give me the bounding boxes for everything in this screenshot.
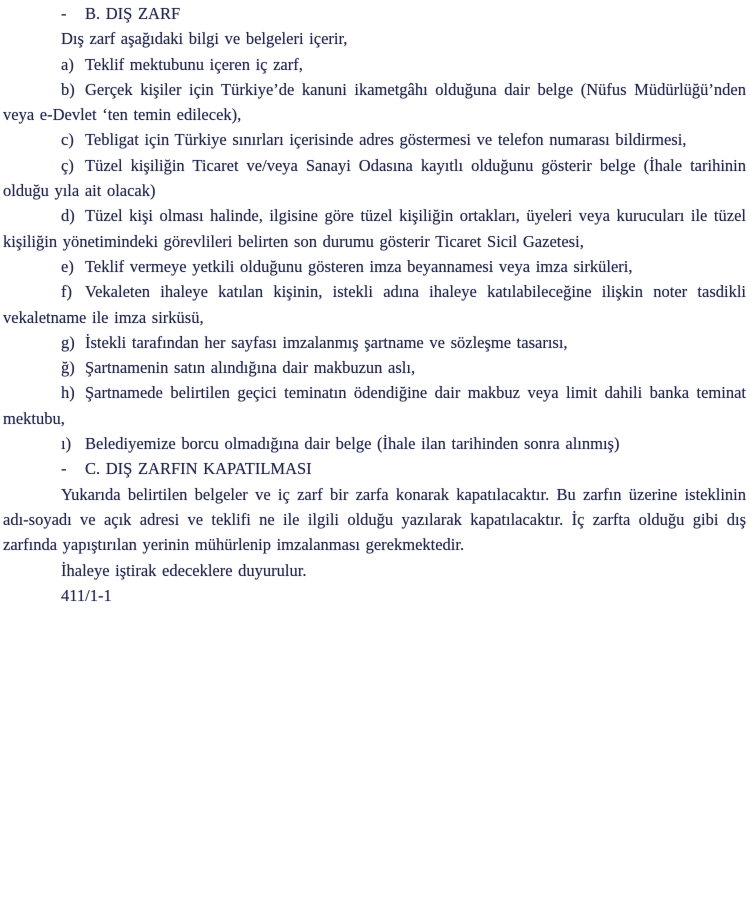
section-heading	[3, 456, 746, 481]
list-item	[3, 127, 746, 152]
list-marker: d)	[61, 206, 75, 226]
list-marker: ğ)	[61, 358, 75, 378]
list-marker: b)	[61, 79, 75, 99]
paragraph-text: Tüzel kişiliğin Ticaret ve/veya Sanayi Odasına kayıtlı olduğunu gösterir belge (İhale tarihinin olduğu yıla ait olacak)	[3, 155, 746, 201]
list-item	[3, 153, 746, 204]
paragraph	[3, 26, 746, 51]
paragraph-text: Yukarıda belirtilen belgeler ve iç zarf bir zarfa konarak kapatılacaktır. Bu zarfın üzerine isteklinin adı-soyadı ve açık adresi ve teklifi ne ile ilgili olduğu yazılarak kapatılacaktır. İç zarfta olduğu gibi dış zarfında yapıştırılan yerinin mühürlenip imzalanması gerekmektedir.	[3, 484, 746, 555]
paragraph-text: İhaleye iştirak edeceklere duyurulur.	[61, 560, 307, 580]
list-marker: e)	[61, 256, 74, 276]
list-item	[3, 380, 746, 431]
list-item	[3, 52, 746, 77]
list-marker: c)	[61, 130, 74, 150]
paragraph-text: Dış zarf aşağıdaki bilgi ve belgeleri içerir,	[61, 29, 348, 49]
document-items	[3, 1, 746, 583]
paragraph-text: Şartnamede belirtilen geçici teminatın ödendiğine dair makbuz veya limit dahili banka teminat mektubu,	[3, 383, 746, 428]
list-item	[3, 330, 746, 355]
paragraph-text: Teklif mektubunu içeren iç zarf,	[85, 54, 303, 74]
list-marker: ı)	[61, 434, 72, 454]
list-marker: -	[61, 4, 67, 23]
list-marker: -	[61, 459, 67, 479]
list-marker: g)	[61, 332, 75, 352]
paragraph-text: Teklif vermeye yetkili olduğunu gösteren imza beyannamesi veya imza sirküleri,	[85, 256, 633, 276]
list-marker: f)	[61, 282, 72, 302]
paragraph-text: Gerçek kişiler için Türkiye’de kanuni ikametgâhı olduğuna dair belge (Nüfus Müdürlüğü’nden veya e-Devlet ‘ten temin edilecek),	[3, 79, 746, 125]
document-body	[3, 1, 746, 608]
section-heading	[3, 1, 746, 26]
paragraph-text: B. DIŞ ZARF	[85, 4, 181, 23]
paragraph-text: C. DIŞ ZARFIN KAPATILMASI	[85, 459, 312, 479]
paragraph-text: Vekaleten ihaleye katılan kişinin, istekli adına ihaleye katılabileceğine ilişkin noter tasdikli vekaletname ile imza sirküsü,	[3, 282, 746, 327]
list-item	[3, 203, 746, 254]
paragraph-text: İstekli tarafından her sayfası imzalanmış şartname ve sözleşme tasarısı,	[85, 332, 568, 352]
list-item	[3, 355, 746, 380]
document-number: 411/1-1	[61, 585, 112, 605]
list-marker: a)	[61, 54, 74, 74]
list-item	[3, 254, 746, 279]
list-marker: h)	[61, 383, 75, 403]
list-item	[3, 431, 746, 456]
paragraph	[3, 558, 746, 583]
paragraph-text: Şartnamenin satın alındığına dair makbuzun aslı,	[85, 358, 416, 378]
paragraph	[3, 482, 746, 558]
list-item	[3, 279, 746, 330]
paragraph-text: Belediyemize borcu olmadığına dair belge (İhale ilan tarihinden sonra alınmış)	[85, 434, 620, 454]
list-item	[3, 77, 746, 128]
paragraph-text: Tebligat için Türkiye sınırları içerisinde adres göstermesi ve telefon numarası bildirmesi,	[85, 130, 687, 150]
list-marker: ç)	[61, 155, 74, 175]
paragraph-text: Tüzel kişi olması halinde, ilgisine göre tüzel kişiliğin ortakları, üyeleri veya kurucuları ile tüzel kişiliğin yönetimindeki görevlileri belirten son durumu gösterir Ticaret Sicil Gazetesi,	[3, 206, 746, 251]
